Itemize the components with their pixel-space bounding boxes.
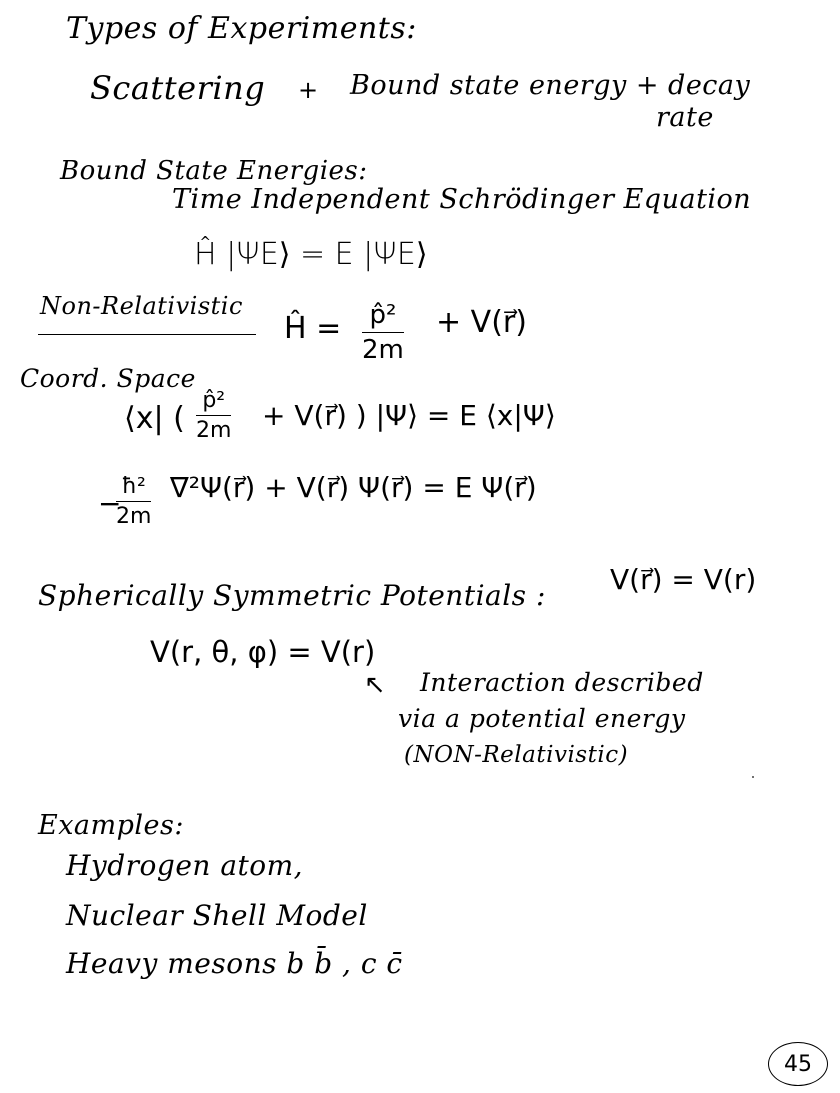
stray-mark [752, 776, 754, 778]
coord-lhs-open: ⟨x| ( [124, 401, 185, 436]
coord-fraction-bar [196, 415, 231, 416]
coord-kinetic-denominator: 2m [196, 418, 232, 443]
interaction-note-1: Interaction described [420, 668, 704, 697]
eigen-equation: Ĥ |ΨE⟩ = E |ΨE⟩ [194, 237, 428, 272]
tise-subtitle: Time Independent Schrödinger Equation [172, 184, 752, 215]
hbar-denominator: 2m [116, 504, 152, 529]
scattering-label: Scattering [90, 69, 266, 107]
spherical-eq1: V(r⃗) = V(r) [610, 563, 757, 596]
plus-sign: + [298, 76, 319, 104]
interaction-note-3: (NON-Relativistic) [404, 742, 629, 768]
hbar-fraction [116, 474, 151, 529]
example-nuclear-shell: Nuclear Shell Model [66, 899, 368, 932]
coord-kinetic-numerator: p̂² [202, 388, 226, 413]
bound-state-decay-label: Bound state energy + decay [350, 70, 751, 101]
schrodinger-position: ∇²Ψ(r⃗) + V(r⃗) Ψ(r⃗) = E Ψ(r⃗) [170, 471, 537, 504]
kinetic-fraction [362, 300, 404, 365]
spherical-eq2: V(r, θ, φ) = V(r) [150, 635, 376, 669]
examples-title: Examples: [38, 810, 184, 841]
potential-term: + V(r⃗) [436, 305, 527, 340]
kinetic-denominator: 2m [362, 335, 404, 365]
hbar-numerator: ħ² [121, 474, 146, 499]
arrow-icon: ↖ [364, 670, 386, 700]
heading: Types of Experiments: [66, 11, 417, 46]
interaction-note-2: via a potential energy [398, 704, 686, 733]
non-relativistic-label: Non-Relativistic [40, 292, 243, 320]
hbar-fraction-bar [116, 501, 151, 502]
rate-label: rate [656, 102, 714, 133]
fraction-bar [362, 332, 404, 333]
hamiltonian-lhs: Ĥ = [284, 311, 342, 346]
kinetic-numerator: p̂² [369, 300, 397, 330]
coord-rest: + V(r⃗) ) |Ψ⟩ = E ⟨x|Ψ⟩ [262, 399, 556, 432]
coord-kinetic-fraction [196, 388, 231, 443]
page-number: 45 [784, 1051, 812, 1077]
page-number-circle [768, 1042, 828, 1086]
non-relativistic-underline [38, 334, 256, 335]
example-hydrogen: Hydrogen atom, [66, 849, 304, 882]
coord-space-label: Coord. Space [20, 364, 196, 393]
bound-state-title: Bound State Energies: [60, 156, 368, 186]
example-heavy-mesons: Heavy mesons b b̄ , c c̄ [66, 947, 403, 980]
minus-sign: − [98, 487, 122, 520]
spherical-title: Spherically Symmetric Potentials : [38, 579, 546, 612]
